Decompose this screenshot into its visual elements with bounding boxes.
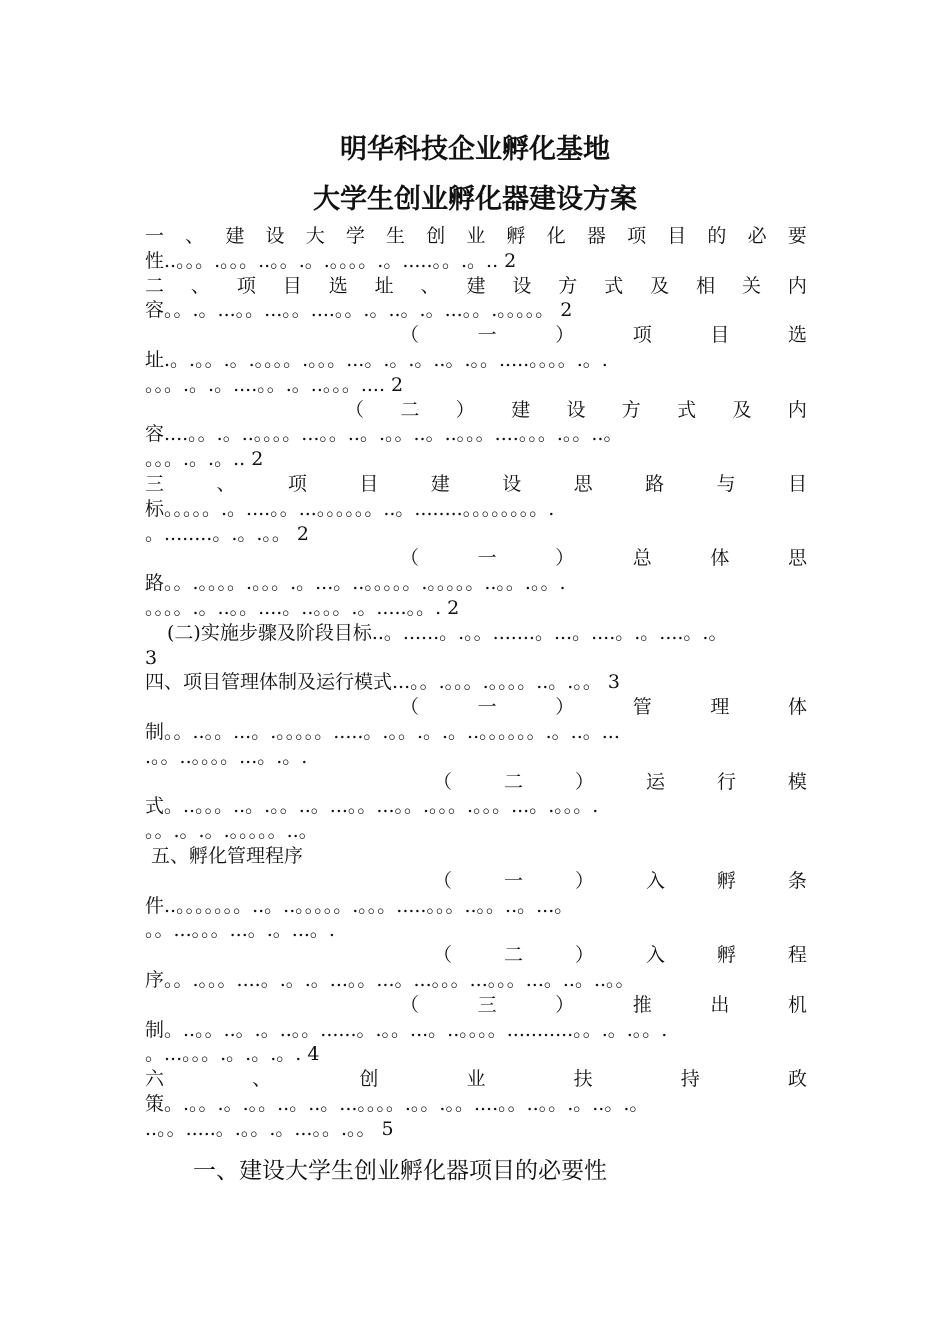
toc-entry-2-leader: 容。。.。...。。...。。....。。.。..。.。...。。.。。。。。 2 <box>145 299 573 322</box>
toc-entry-3-1-leader: 路。。.。。。。.。。。.。...。..。。。。。.。。。。。..。。.。。. <box>145 572 566 595</box>
toc-heading-char: 相 <box>696 274 716 297</box>
toc-heading-char: 二 <box>145 274 165 297</box>
toc-heading-char: 政 <box>787 1068 807 1091</box>
toc-heading-char: 内 <box>787 274 807 297</box>
document-title-line1: 明华科技企业孵化基地 <box>340 134 610 165</box>
toc-heading-char: （ <box>400 696 420 719</box>
toc-heading-char: 学 <box>345 225 365 247</box>
toc-heading-char: 设 <box>502 472 522 495</box>
toc-entry-5-1-leader: 件..。。。。。。。..。..。。。。。.。。。.....。。。..。。..。...。 <box>145 894 574 917</box>
toc-heading-char: 孵 <box>506 225 526 247</box>
toc-heading-char: （ <box>345 398 365 421</box>
toc-heading-char: 持 <box>680 1068 700 1091</box>
toc-heading-char: （ <box>400 993 420 1016</box>
toc-entry-1-leader: 性..。。。.。。。..。。.。.。。。。.。.....。。.。.. 2 <box>145 249 517 272</box>
toc-heading-char: 选 <box>328 274 348 297</box>
toc-heading-char: 方 <box>621 398 641 421</box>
toc-heading-char: 、 <box>216 472 236 495</box>
table-of-contents <box>145 224 807 1141</box>
toc-entry-4-1-leader-cont: .。。..。。。。...。.。. <box>145 745 308 768</box>
toc-entry-3-2-page: 3 <box>145 646 158 669</box>
toc-heading-char: 孵 <box>716 869 736 892</box>
toc-heading-char: 业 <box>466 225 486 247</box>
toc-heading-char: 项 <box>627 225 647 247</box>
toc-entry-3-leader-cont: 。........。.。.。。 2 <box>145 522 310 545</box>
toc-heading-char: 一 <box>503 869 523 892</box>
toc-entry-5-2-heading[interactable] <box>145 943 807 968</box>
toc-heading-char: 及 <box>732 398 752 421</box>
toc-entry-5-1-leader-cont: 。。...。。。...。.。...。. <box>145 919 335 942</box>
toc-heading-char: 二 <box>400 398 420 421</box>
toc-heading-char: 与 <box>716 472 736 495</box>
toc-heading-char: 项 <box>632 324 652 347</box>
toc-entry-2-1-leader: 址.。.。。.。.。。。。.。。。...。.。.。..。.。。.....。。。。.。. <box>145 348 608 371</box>
section-1-heading: 一、建设大学生创业孵化器项目的必要性 <box>193 1158 607 1184</box>
toc-entry-5-1-heading[interactable] <box>145 869 807 894</box>
toc-heading-char: 路 <box>645 472 665 495</box>
toc-heading-char: 建 <box>225 225 245 247</box>
toc-heading-char: 目 <box>359 472 379 495</box>
toc-entry-4-2-leader-cont: 。。.。.。.。。。。。..。 <box>145 820 318 843</box>
toc-heading-char: 式 <box>677 398 697 421</box>
toc-heading-char: ） <box>574 770 594 793</box>
toc-entry-3-heading[interactable] <box>145 472 807 497</box>
toc-entry-4-1-heading[interactable] <box>145 695 807 720</box>
toc-heading-char: 二 <box>503 770 523 793</box>
toc-heading-char: ） <box>555 993 575 1016</box>
toc-heading-char: 创 <box>426 225 446 247</box>
toc-heading-char: （ <box>400 324 420 347</box>
toc-heading-char: 创 <box>359 1068 379 1091</box>
toc-heading-char: 项 <box>236 274 256 297</box>
toc-entry-3-1-heading[interactable] <box>145 546 807 571</box>
toc-entry-5-3-heading[interactable] <box>145 993 807 1018</box>
toc-heading-char: 、 <box>252 1068 272 1091</box>
toc-entry-4-2-heading[interactable] <box>145 770 807 795</box>
toc-heading-char: 项 <box>287 472 307 495</box>
toc-entry-5-3-leader-cont: 。...。。。.。.。.。. 4 <box>145 1043 320 1066</box>
toc-heading-char: （ <box>400 547 420 570</box>
toc-heading-char: 、 <box>190 274 210 297</box>
toc-heading-char: 模 <box>787 770 807 793</box>
toc-heading-char: 目 <box>282 274 302 297</box>
toc-heading-char: （ <box>433 944 453 967</box>
toc-heading-char: 关 <box>741 274 761 297</box>
toc-heading-char: 三 <box>477 993 497 1016</box>
toc-heading-char: 入 <box>645 869 665 892</box>
toc-heading-char: 化 <box>546 225 566 247</box>
toc-heading-char: 二 <box>503 944 523 967</box>
toc-heading-char: 式 <box>604 274 624 297</box>
toc-heading-char: 一 <box>477 547 497 570</box>
toc-heading-char: 机 <box>787 993 807 1016</box>
toc-heading-char: 出 <box>710 993 730 1016</box>
toc-heading-char: 思 <box>573 472 593 495</box>
toc-entry-6-leader: 策。.。。.。.。。..。..。...。。。。.。。.。。....。。..。。.。..。.。 <box>145 1092 649 1115</box>
toc-heading-char: 建 <box>466 274 486 297</box>
toc-heading-char: 一 <box>477 696 497 719</box>
toc-heading-char: 运 <box>645 770 665 793</box>
toc-entry-5-2-leader: 序。。.。。。....。.。.。...。。...。...。。。...。。。...。..。..。。 <box>145 968 635 991</box>
toc-entry-2-2-leader-cont: 。。。.。.。.. 2 <box>145 448 264 471</box>
toc-heading-char: 思 <box>787 547 807 570</box>
toc-entry-3-2[interactable]: (二)实施步骤及阶段目标..。......。.。。.......。...。....。.。....。.。 <box>167 621 728 644</box>
toc-entry-2-heading[interactable] <box>145 274 807 299</box>
document-title-line2: 大学生创业孵化器建设方案 <box>313 184 637 215</box>
toc-heading-char: 必 <box>747 225 767 247</box>
toc-heading-char: 要 <box>787 225 807 247</box>
toc-heading-char: 孵 <box>716 944 736 967</box>
toc-heading-char: （ <box>433 770 453 793</box>
toc-heading-char: 大 <box>305 225 325 247</box>
toc-heading-char: 体 <box>710 547 730 570</box>
toc-heading-char: 理 <box>710 696 730 719</box>
toc-heading-char: 建 <box>511 398 531 421</box>
toc-heading-char: 目 <box>710 324 730 347</box>
toc-heading-char: 的 <box>707 225 727 247</box>
toc-heading-char: 生 <box>386 225 406 247</box>
toc-heading-char: 条 <box>787 869 807 892</box>
toc-heading-char: 方 <box>558 274 578 297</box>
toc-heading-char: 、 <box>185 225 205 247</box>
toc-heading-char: 三 <box>145 472 165 495</box>
toc-heading-char: 入 <box>645 944 665 967</box>
toc-heading-char: 内 <box>787 398 807 421</box>
toc-heading-char: 、 <box>420 274 440 297</box>
toc-heading-char: 一 <box>477 324 497 347</box>
toc-entry-2-1-leader-cont: 。。。.。.。....。。.。..。。。.... 2 <box>145 373 404 396</box>
toc-entry-5[interactable]: 五、孵化管理程序 <box>151 844 304 867</box>
toc-entry-4[interactable]: 四、项目管理体制及运行模式...。。.。。。.。。。。..。.。。 3 <box>145 671 620 694</box>
toc-heading-char: ） <box>455 398 475 421</box>
toc-heading-char: 业 <box>466 1068 486 1091</box>
toc-entry-3-leader: 标。。。。。.。....。。...。。。。。。..。........。。。。。。。。. <box>145 497 555 520</box>
toc-heading-char: 总 <box>632 547 652 570</box>
toc-entry-3-1-leader-cont: 。。。。.。..。。....。..。。。.。.....。。. 2 <box>145 596 460 619</box>
toc-heading-char: 行 <box>716 770 736 793</box>
toc-heading-char: ） <box>574 869 594 892</box>
toc-entry-2-2-leader: 容....。。.。..。。。。...。。..。.。。..。..。。。....。。。.。。..。 <box>145 423 623 446</box>
toc-heading-char: ） <box>555 696 575 719</box>
toc-heading-char: ） <box>555 324 575 347</box>
toc-entry-5-3-leader: 制。..。。..。.。..。。......。.。。...。..。。。。...........。。.。.。。. <box>145 1018 668 1041</box>
toc-heading-char: 设 <box>566 398 586 421</box>
toc-entry-1-heading[interactable] <box>145 224 807 249</box>
toc-heading-char: 管 <box>632 696 652 719</box>
toc-heading-char: 推 <box>632 993 652 1016</box>
toc-heading-char: 及 <box>650 274 670 297</box>
toc-entry-2-1-heading[interactable] <box>145 323 807 348</box>
toc-heading-char: 设 <box>265 225 285 247</box>
toc-entry-6-leader-cont: ..。。.....。.。。.。...。。.。。 5 <box>145 1117 394 1140</box>
toc-heading-char: 选 <box>787 324 807 347</box>
toc-heading-char: 建 <box>430 472 450 495</box>
toc-heading-char: 器 <box>586 225 606 247</box>
toc-heading-char: ） <box>574 944 594 967</box>
toc-heading-char: 扶 <box>573 1068 593 1091</box>
toc-entry-2-2-heading[interactable] <box>145 398 807 423</box>
toc-heading-char: 体 <box>787 696 807 719</box>
toc-heading-char: 目 <box>667 225 687 247</box>
toc-entry-4-1-leader: 制。。..。。...。.。。。。。.....。.。。.。.。..。。。。。。.。..。... <box>145 720 620 743</box>
toc-heading-char: 址 <box>374 274 394 297</box>
toc-entry-6-heading[interactable] <box>145 1067 807 1092</box>
toc-heading-char: 一 <box>145 225 165 247</box>
toc-heading-char: 设 <box>512 274 532 297</box>
toc-heading-char: 六 <box>145 1068 165 1091</box>
toc-heading-char: （ <box>433 869 453 892</box>
toc-heading-char: 目 <box>787 472 807 495</box>
toc-heading-char: 程 <box>787 944 807 967</box>
toc-entry-4-2-leader: 式。..。。。..。.。。..。...。。...。。.。。。.。。。...。.。。。. <box>145 795 599 818</box>
toc-heading-char: ） <box>555 547 575 570</box>
